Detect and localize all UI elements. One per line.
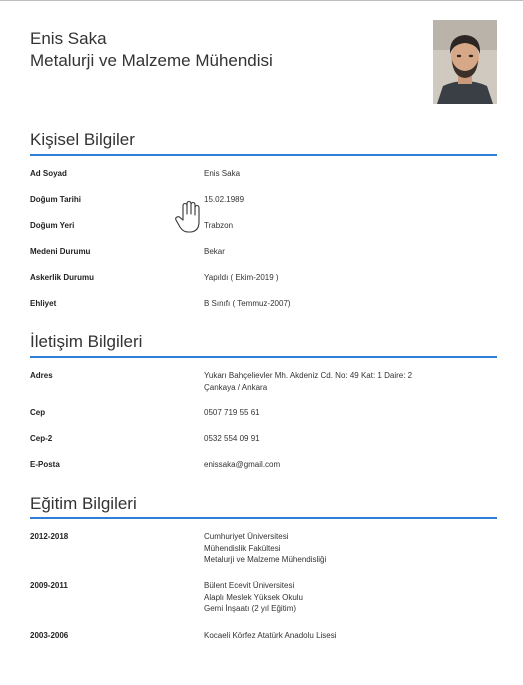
field-value: B Sınıfı ( Temmuz-2007) bbox=[204, 299, 291, 308]
education-line: Mühendislik Fakültesi bbox=[204, 543, 281, 553]
education-line: Bülent Ecevit Üniversitesi bbox=[204, 581, 295, 590]
field-label: 2009-2011 bbox=[30, 581, 68, 590]
field-label: Cep bbox=[30, 408, 46, 417]
education-line: Gemi İnşaatı (2 yıl Eğitim) bbox=[204, 604, 297, 613]
profile-photo bbox=[433, 20, 497, 104]
section-rule-personal bbox=[30, 154, 497, 156]
section-title-personal: Kişisel Bilgiler bbox=[30, 130, 135, 149]
section-title-contact: İletişim Bilgileri bbox=[30, 332, 143, 351]
field-label: Cep-2 bbox=[30, 434, 53, 443]
person-name: Enis Saka bbox=[30, 29, 107, 48]
section-rule-education bbox=[30, 517, 497, 519]
field-value: Yapıldı ( Ekim-2019 ) bbox=[204, 273, 279, 282]
field-value: enissaka@gmail.com bbox=[204, 460, 281, 469]
field-label: E-Posta bbox=[30, 460, 60, 469]
section-title-education: Eğitim Bilgileri bbox=[30, 494, 137, 513]
field-label: Askerlik Durumu bbox=[30, 273, 95, 282]
field-label: 2003-2006 bbox=[30, 631, 69, 640]
education-line: Cumhuriyet Üniversitesi bbox=[204, 532, 289, 541]
field-label: Doğum Yeri bbox=[30, 221, 75, 230]
field-label: Adres bbox=[30, 371, 53, 380]
field-value: 0507 719 55 61 bbox=[204, 408, 260, 417]
field-value bbox=[204, 580, 494, 615]
field-value bbox=[204, 531, 494, 566]
address-line: Yukarı Bahçelievler Mh. Akdeniz Cd. No: 49 Kat: 1 Daire: 2 bbox=[204, 371, 413, 380]
address-line: Çankaya / Ankara bbox=[204, 382, 268, 392]
section-rule-contact bbox=[30, 356, 497, 358]
field-value: 15.02.1989 bbox=[204, 195, 245, 204]
top-divider bbox=[0, 0, 523, 1]
hand-cursor-icon bbox=[174, 200, 204, 234]
education-line: Alaplı Meslek Yüksek Okulu bbox=[204, 592, 304, 602]
field-label: Doğum Tarihi bbox=[30, 195, 81, 204]
field-label: Ehliyet bbox=[30, 299, 57, 308]
person-profession: Metalurji ve Malzeme Mühendisi bbox=[30, 51, 273, 70]
education-line: Metalurji ve Malzeme Mühendisliği bbox=[204, 555, 327, 564]
field-label: 2012-2018 bbox=[30, 532, 69, 541]
field-value: 0532 554 09 91 bbox=[204, 434, 260, 443]
field-value: Kocaeli Körfez Atatürk Anadolu Lisesi bbox=[204, 631, 337, 640]
field-label: Medeni Durumu bbox=[30, 247, 91, 256]
field-value bbox=[204, 370, 494, 393]
field-value: Enis Saka bbox=[204, 169, 241, 178]
field-value: Bekar bbox=[204, 247, 225, 256]
field-value: Trabzon bbox=[204, 221, 234, 230]
field-label: Ad Soyad bbox=[30, 169, 67, 178]
